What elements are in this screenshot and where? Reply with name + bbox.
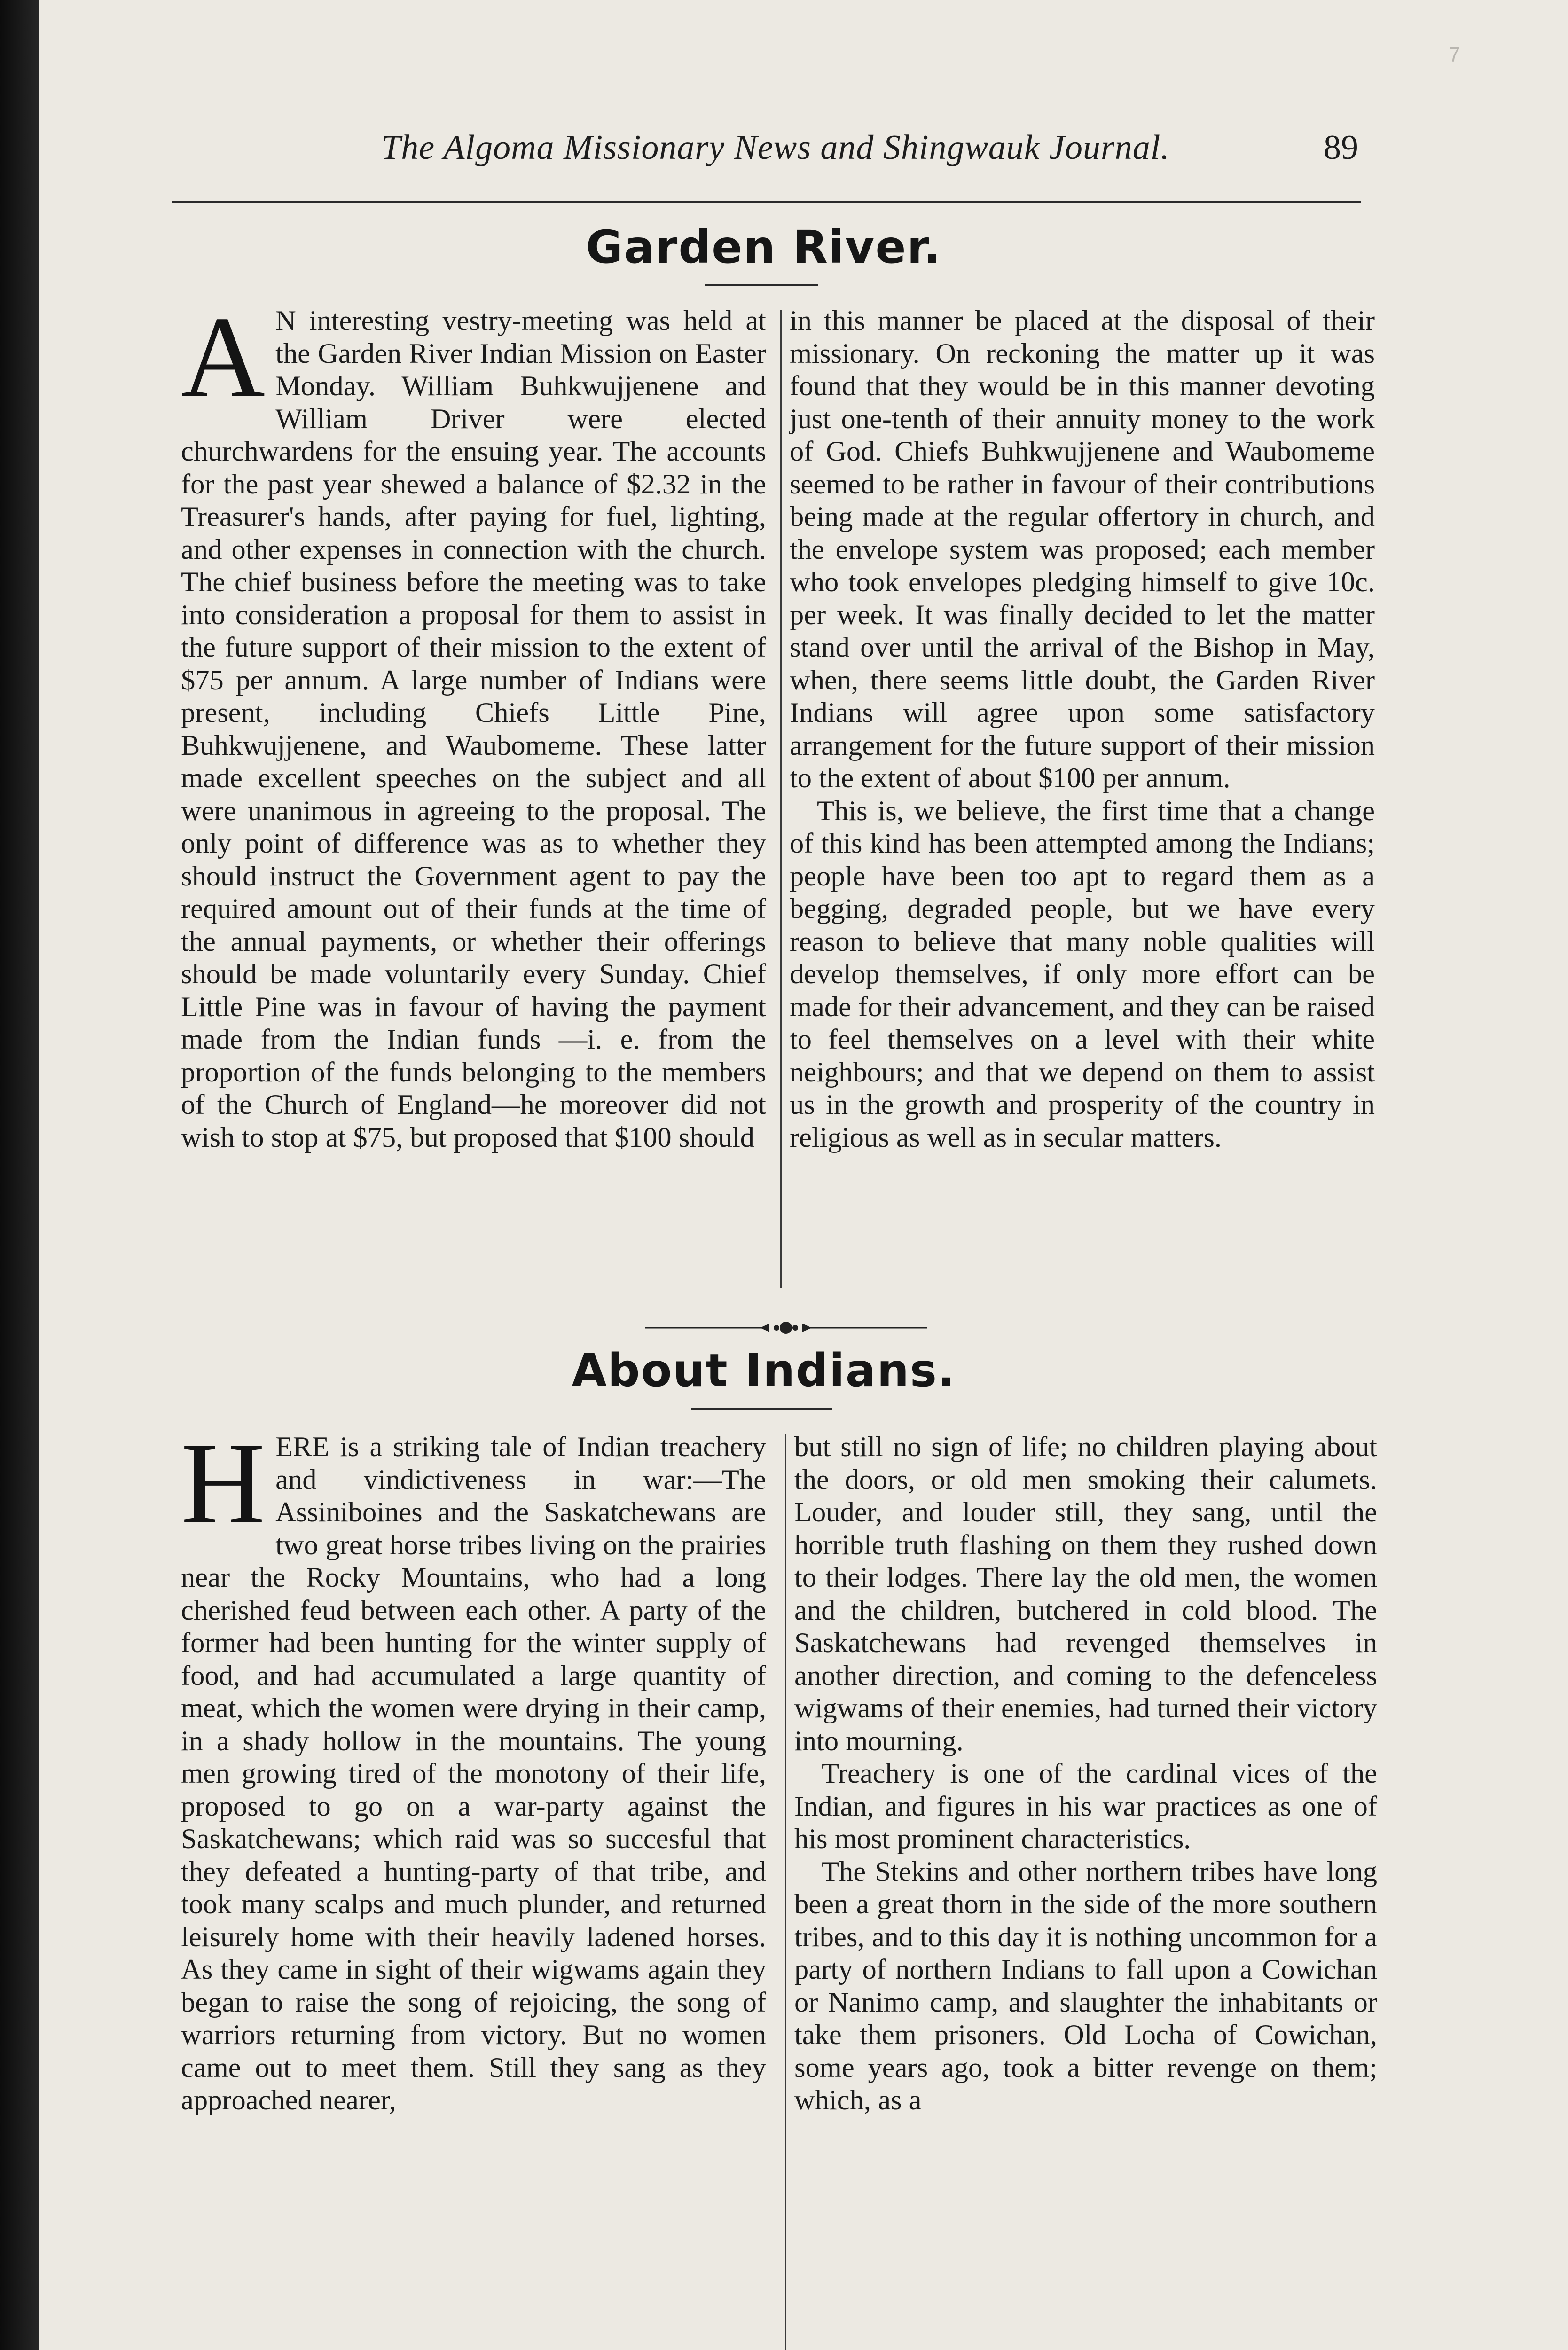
paragraph: This is, we believe, the first time that a change of this kind has been attempted among the Indians; people have been too apt to regard them as a begging, degraded people, but we have every reason to believe that many noble qualities will develop themselves, if only more effort can be made for their advancement, and they can be raised to feel themselves on a level with their white neighbours; and that we depend on them to assist us in the growth and prosperity of the country in religious as well as in secular matters.	[790, 795, 1375, 1153]
header-rule	[172, 201, 1361, 203]
article-heading-about-indians: About Indians.	[572, 1344, 956, 1397]
paragraph: N interesting vestry-meeting was held at the Garden River Indian Mission on Easter Monday. William Buhkwujjenene and William Driver were elected churchwardens for the ensuing year. The accounts for the past year shewed a balance of $2.32 in the Treasurer's hands, after paying for fuel, lighting, and other expenses in connection with the church. The chief business before the meeting was to take into consideration a proposal for them to assist in the future support of their mission to the extent of $75 per annum. A large number of Indians were present, including Chiefs Little Pine, Buhkwujjenene, and Waubomeme. These latter made excellent speeches on the subject and all were unanimous in agreeing to the proposal. The only point of difference was as to whether they should instruct the Government agent to pay the required amount out of their funds at the time of the annual payments, or whether their offerings should be made voluntarily every Sunday. Chief Little Pine was in favour of having the payment made from the Indian funds —i. e. from the proportion of the funds belonging to the members of the Church of England—he moreover did not wish to stop at $75, but proposed that $100 should	[181, 305, 766, 1153]
journal-title: The Algoma Missionary News and Shingwauk Journal.	[381, 128, 1170, 167]
article-heading-garden-river: Garden River.	[586, 221, 942, 274]
paragraph: but still no sign of life; no children playing about the doors, or old men smoking their calumets. Louder, and louder still, they sang, until the horrible truth flashing on them they rushed down to their lodges. There lay the old men, the women and the children, butchered in cold blood. The Saskatchewans had revenged themselves in another direction, and coming to the defenceless wigwams of their enemies, had turned their victory into mourning.	[794, 1431, 1377, 1757]
paragraph: The Stekins and other northern tribes have long been a great thorn in the side of the more southern tribes, and to this day it is nothing uncommon for a party of northern Indians to fall upon a Cowichan or Nanimo camp, and slaughter the inhabitants or take them prisoners. Old Locha of Cowichan, some years ago, took a bitter revenge on them; which, as a	[794, 1856, 1377, 2116]
article-2-left-column	[181, 1418, 766, 2117]
page-edge-shadow	[0, 0, 39, 2350]
paragraph: ERE is a striking tale of Indian treachery and vindictiveness in war:—The Assiniboines and the Saskatchewans are two great horse tribes living on the prairies near the Rocky Mountains, who had a long cherished feud between each other. A party of the former had been hunting for the winter supply of food, and had accumulated a large quantity of meat, which the women were drying in their camp, in a shady hollow in the mountains. The young men growing tired of the monotony of their life, proposed to go on a war-party against the Saskatchewans; which raid was so succesful that they defeated a hunting-party of that tribe, and took many scalps and much plunder, and returned leisurely home with their heavily ladened horses. As they came in sight of their wigwams again they began to raise the song of rejoicing, the song of warriors returning from victory. But no women came out to meet them. Still they sang as they approached nearer,	[181, 1431, 766, 2116]
article-1-left-column	[181, 292, 766, 1154]
heading-underline	[691, 1408, 832, 1410]
drop-cap: A	[181, 292, 266, 422]
running-header	[174, 128, 1358, 189]
column-separator	[785, 1434, 786, 2350]
paragraph: in this manner be placed at the disposal of their missionary. On reckoning the matter up it was found that they would be in this manner devoting just one-tenth of their annuity money to the work of God. Chiefs Buhkwujjenene and Waubomeme seemed to be rather in favour of their contributions being made at the regular offertory in church, and the envelope system was proposed; each member who took envelopes pledging himself to give 10c. per week. It was finally decided to let the matter stand over until the arrival of the Bishop in May, when, there seems little doubt, the Garden River Indians will agree upon some satisfactory arrangement for the future support of their mission to the extent of about $100 per annum.	[790, 305, 1375, 794]
drop-cap: H	[181, 1418, 266, 1548]
paragraph: Treachery is one of the cardinal vices of the Indian, and figures in his war practices as one of his most prominent characteristics.	[794, 1758, 1377, 1855]
article-1-right-column	[790, 305, 1375, 1154]
column-separator	[780, 310, 782, 1288]
section-divider-ornament	[645, 1314, 927, 1342]
heading-underline	[705, 284, 818, 286]
corner-pencil-mark: 7	[1449, 43, 1460, 66]
article-2-right-column	[794, 1431, 1377, 2117]
page-number: 89	[1324, 128, 1358, 167]
